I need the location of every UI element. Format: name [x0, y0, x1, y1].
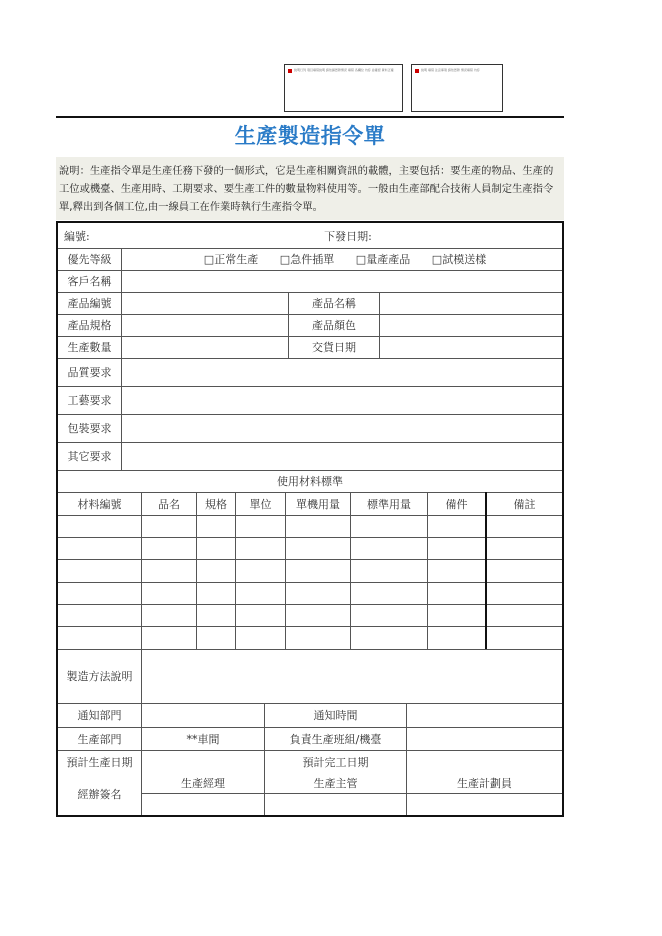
quality-req-label: 品質要求	[67, 366, 112, 379]
comment-text: 說明行列 項目填寫說明 請依據實際情況 填寫 各欄位 內容 並確認 資料正確	[294, 68, 394, 72]
planned-end-label: 預計完工日期	[302, 755, 369, 769]
product-spec-label: 產品規格	[67, 319, 112, 332]
packing-req-field[interactable]	[122, 414, 562, 442]
material-col-name: 品名	[158, 497, 180, 511]
delivery-date-label: 交貨日期	[312, 341, 356, 354]
responsible-team-label: 負責生產班組/機臺	[289, 732, 382, 746]
comment-box-1	[284, 64, 403, 112]
customer-field[interactable]	[122, 270, 562, 292]
materials-title: 使用材料標準	[277, 475, 343, 488]
other-req-label: 其它要求	[67, 450, 112, 463]
product-code-field[interactable]	[122, 292, 288, 314]
method-label: 製造方法說明	[66, 670, 133, 683]
comment-marker-icon	[415, 69, 419, 73]
planned-start-label: 預計生產日期	[66, 755, 133, 769]
comment-text: 說明 填寫 注意事項 請依實際 情況填寫 內容	[421, 68, 480, 72]
product-code-label: 產品編號	[67, 297, 112, 310]
signature-field-planner[interactable]	[407, 794, 562, 815]
comment-box-2	[411, 64, 503, 112]
signature-label: 經辦簽名	[77, 788, 122, 801]
signer-production-planner: 生產計劃員	[457, 777, 512, 790]
material-col-code: 材料編號	[77, 497, 122, 511]
material-col-unit: 單位	[249, 497, 272, 511]
planned-start-field[interactable]	[142, 750, 264, 773]
quality-req-field[interactable]	[122, 358, 562, 386]
material-col-unit-usage: 單機用量	[296, 497, 340, 511]
responsible-team-field[interactable]	[407, 727, 562, 750]
method-field[interactable]	[142, 649, 562, 703]
packing-req-label: 包裝要求	[67, 422, 112, 435]
notify-dept-label: 通知部門	[77, 709, 122, 722]
quantity-label: 生產數量	[67, 341, 112, 354]
comment-marker-icon	[288, 69, 292, 73]
description-block: 說明：生產指令單是生產任務下發的一個形式，它是生產相關資訊的載體，主要包括：要生產的物品、生產的工位或機臺、生產用時、工期要求、要生產工件的數量物料使用等。一般由生產部配合技術人員制定生產指令單,釋出到各個工位,由一線員工在作業時執行生產指令單。	[56, 157, 564, 220]
delivery-date-field[interactable]	[380, 336, 562, 358]
material-col-remark: 備註	[513, 497, 536, 511]
priority-option-normal[interactable]: □正常生產	[203, 253, 259, 266]
product-color-field[interactable]	[380, 314, 562, 336]
quantity-field[interactable]	[122, 336, 288, 358]
priority-label: 優先等級	[67, 253, 112, 266]
production-order-form	[56, 221, 564, 817]
product-name-label: 產品名稱	[312, 297, 356, 310]
signature-field-manager[interactable]	[142, 794, 264, 815]
page-title: 生產製造指令單	[234, 124, 386, 148]
header-rule	[56, 116, 564, 118]
notify-dept-field[interactable]	[142, 703, 264, 727]
issue-date-label: 下發日期:	[324, 229, 372, 243]
notify-time-field[interactable]	[407, 703, 562, 727]
product-spec-field[interactable]	[122, 314, 288, 336]
process-req-field[interactable]	[122, 386, 562, 414]
form-number-label: 編號:	[64, 229, 90, 243]
priority-option-sample[interactable]: □試模送樣	[431, 253, 487, 266]
signer-production-supervisor: 生產主管	[313, 777, 358, 790]
material-col-spec: 規格	[205, 497, 227, 511]
priority-option-mass[interactable]: □量產產品	[355, 253, 411, 266]
production-dept-value[interactable]: **車間	[186, 732, 220, 746]
planned-end-field[interactable]	[407, 750, 562, 773]
production-dept-label: 生產部門	[77, 732, 122, 746]
product-name-field[interactable]	[380, 292, 562, 314]
signer-production-manager: 生產經理	[181, 777, 225, 790]
process-req-label: 工藝要求	[67, 394, 112, 407]
material-col-spare: 備件	[445, 497, 468, 511]
product-color-label: 產品顏色	[312, 319, 356, 332]
signature-field-supervisor[interactable]	[265, 794, 406, 815]
customer-label: 客戶名稱	[67, 275, 112, 288]
material-col-std-usage: 標準用量	[367, 497, 411, 511]
priority-option-rush[interactable]: □急件插單	[279, 253, 335, 266]
notify-time-label: 通知時間	[313, 709, 358, 722]
other-req-field[interactable]	[122, 442, 562, 470]
